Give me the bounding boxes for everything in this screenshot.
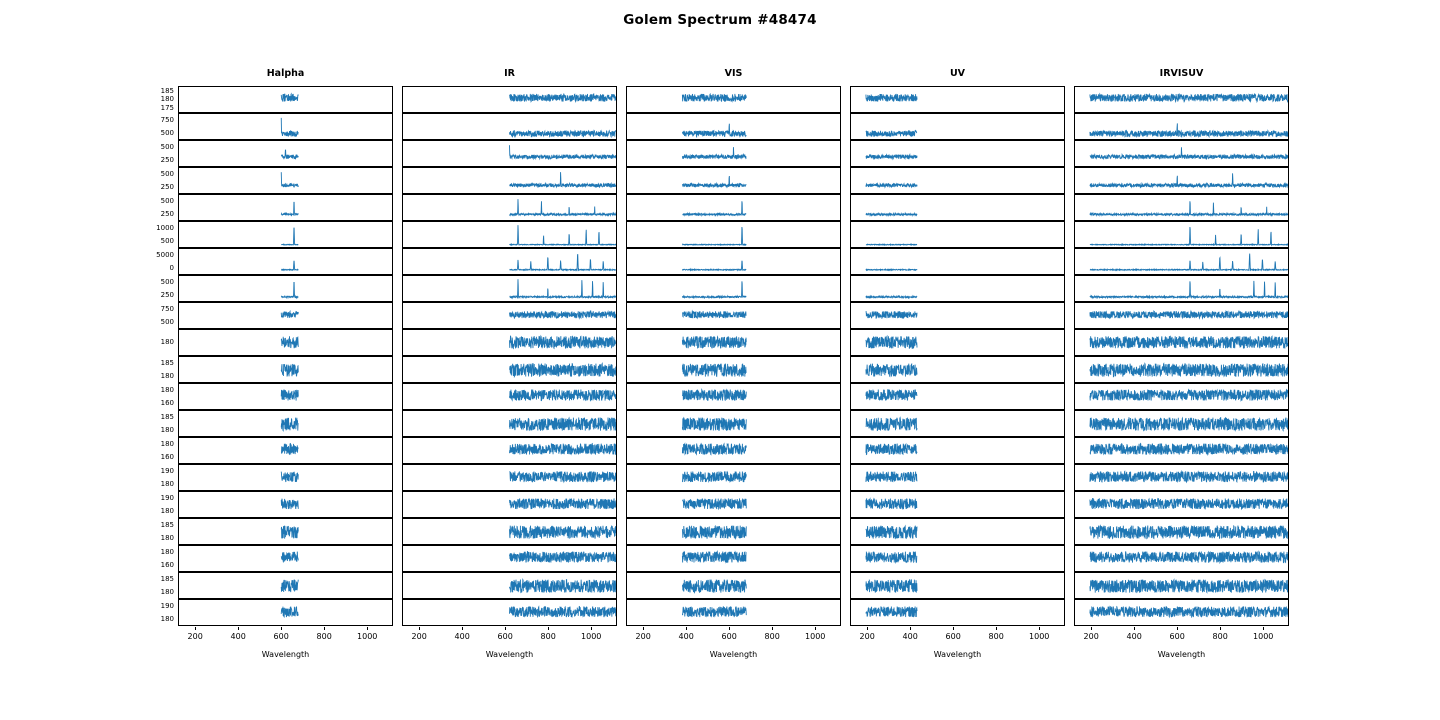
y-tick-label: 500 bbox=[160, 277, 174, 286]
x-axis-tick-labels bbox=[1074, 632, 1289, 644]
subplot-cell bbox=[402, 194, 617, 221]
y-tick-label: 500 bbox=[160, 317, 174, 326]
x-tick-mark bbox=[729, 627, 730, 630]
subplot-cell bbox=[626, 572, 841, 599]
x-tick-label: 800 bbox=[988, 631, 1004, 641]
x-tick-label: 1000 bbox=[581, 631, 602, 641]
subplot-cell bbox=[178, 410, 393, 437]
y-tick-label: 185 bbox=[160, 574, 174, 583]
y-tick-label: 180 bbox=[160, 385, 174, 394]
x-axis-tick-labels bbox=[850, 632, 1065, 644]
x-tick-mark bbox=[367, 627, 368, 630]
subplot-cell bbox=[626, 410, 841, 437]
x-tick-mark bbox=[772, 627, 773, 630]
subplot-cell bbox=[1074, 518, 1289, 545]
x-tick-mark bbox=[419, 627, 420, 630]
subplot-cell bbox=[402, 572, 617, 599]
x-tick-label: 1000 bbox=[357, 631, 378, 641]
y-tick-label: 250 bbox=[160, 182, 174, 191]
subplot-cell bbox=[402, 356, 617, 383]
subplot-cell bbox=[850, 518, 1065, 545]
subplot-cell bbox=[402, 599, 617, 626]
subplot-cell bbox=[1074, 410, 1289, 437]
x-tick-label: 400 bbox=[1126, 631, 1142, 641]
x-axis-tick-labels bbox=[178, 632, 393, 644]
y-tick-label: 160 bbox=[160, 452, 174, 461]
x-tick-label: 600 bbox=[273, 631, 289, 641]
subplot-cell bbox=[1074, 491, 1289, 518]
subplot-cell bbox=[1074, 275, 1289, 302]
subplot-cell bbox=[850, 437, 1065, 464]
y-tick-label: 180 bbox=[160, 547, 174, 556]
x-tick-mark bbox=[505, 627, 506, 630]
subplot-cell bbox=[1074, 356, 1289, 383]
x-tick-mark bbox=[867, 627, 868, 630]
y-tick-label: 1000 bbox=[156, 223, 174, 232]
x-tick-label: 400 bbox=[230, 631, 246, 641]
y-tick-label: 180 bbox=[160, 338, 174, 347]
y-tick-label: 500 bbox=[160, 196, 174, 205]
subplot-cell bbox=[178, 140, 393, 167]
subplot-cell bbox=[178, 167, 393, 194]
subplot-cell bbox=[178, 113, 393, 140]
subplot-cell bbox=[178, 86, 393, 113]
subplot-cell bbox=[1074, 140, 1289, 167]
y-tick-label: 180 bbox=[160, 533, 174, 542]
column-title-vis: VIS bbox=[724, 68, 743, 79]
x-tick-mark bbox=[1263, 627, 1264, 630]
subplot-cell bbox=[402, 167, 617, 194]
y-tick-label: 180 bbox=[160, 479, 174, 488]
x-axis-label: Wavelength bbox=[485, 649, 534, 659]
subplot-cell bbox=[850, 86, 1065, 113]
subplot-cell bbox=[626, 167, 841, 194]
x-tick-mark bbox=[1220, 627, 1221, 630]
x-tick-mark bbox=[1039, 627, 1040, 630]
subplot-cell bbox=[402, 437, 617, 464]
figure-title: Golem Spectrum #48474 bbox=[623, 12, 817, 28]
subplot-cell bbox=[626, 599, 841, 626]
subplot-cell bbox=[402, 113, 617, 140]
subplot-cell bbox=[178, 383, 393, 410]
x-tick-mark bbox=[324, 627, 325, 630]
subplot-cell bbox=[626, 302, 841, 329]
x-tick-label: 1000 bbox=[1253, 631, 1274, 641]
subplot-cell bbox=[402, 545, 617, 572]
x-tick-label: 400 bbox=[902, 631, 918, 641]
subplot-cell bbox=[850, 167, 1065, 194]
subplot-cell bbox=[402, 86, 617, 113]
x-tick-label: 600 bbox=[1169, 631, 1185, 641]
x-tick-mark bbox=[1177, 627, 1178, 630]
x-tick-label: 800 bbox=[540, 631, 556, 641]
x-tick-label: 600 bbox=[721, 631, 737, 641]
subplot-cell bbox=[626, 194, 841, 221]
y-tick-label: 160 bbox=[160, 560, 174, 569]
subplot-cell bbox=[178, 518, 393, 545]
x-tick-mark bbox=[195, 627, 196, 630]
y-tick-label: 500 bbox=[160, 142, 174, 151]
subplot-cell bbox=[850, 248, 1065, 275]
y-tick-label: 250 bbox=[160, 290, 174, 299]
y-tick-label: 175 bbox=[160, 103, 174, 112]
x-tick-mark bbox=[686, 627, 687, 630]
subplot-cell bbox=[850, 599, 1065, 626]
subplot-cell bbox=[850, 302, 1065, 329]
subplot-cell bbox=[626, 437, 841, 464]
y-tick-label: 160 bbox=[160, 398, 174, 407]
subplot-cell bbox=[850, 329, 1065, 356]
column-title-uv: UV bbox=[949, 68, 966, 79]
y-tick-label: 180 bbox=[160, 587, 174, 596]
subplot-cell bbox=[402, 464, 617, 491]
subplot-cell bbox=[626, 248, 841, 275]
y-tick-label: 185 bbox=[160, 86, 174, 95]
subplot-cell bbox=[178, 545, 393, 572]
subplot-cell bbox=[850, 275, 1065, 302]
subplot-cell bbox=[1074, 302, 1289, 329]
y-tick-label: 750 bbox=[160, 304, 174, 313]
subplot-cell bbox=[178, 248, 393, 275]
subplot-cell bbox=[402, 491, 617, 518]
subplot-cell bbox=[1074, 221, 1289, 248]
subplot-cell bbox=[850, 410, 1065, 437]
x-tick-label: 800 bbox=[316, 631, 332, 641]
subplot-cell bbox=[402, 248, 617, 275]
subplot-cell bbox=[178, 572, 393, 599]
x-tick-mark bbox=[953, 627, 954, 630]
subplot-cell bbox=[850, 383, 1065, 410]
x-tick-label: 600 bbox=[497, 631, 513, 641]
y-tick-label: 750 bbox=[160, 115, 174, 124]
subplot-cell bbox=[402, 140, 617, 167]
x-axis-label: Wavelength bbox=[1157, 649, 1206, 659]
subplot-cell bbox=[1074, 329, 1289, 356]
y-tick-label: 185 bbox=[160, 412, 174, 421]
y-tick-label: 180 bbox=[160, 614, 174, 623]
y-tick-label: 185 bbox=[160, 520, 174, 529]
y-tick-label: 250 bbox=[160, 155, 174, 164]
subplot-cell bbox=[1074, 383, 1289, 410]
y-tick-label: 0 bbox=[169, 263, 174, 272]
x-tick-label: 200 bbox=[411, 631, 427, 641]
subplot-cell bbox=[1074, 545, 1289, 572]
subplot-cell bbox=[402, 410, 617, 437]
subplot-cell bbox=[402, 383, 617, 410]
subplot-cell bbox=[402, 302, 617, 329]
subplot-cell bbox=[1074, 599, 1289, 626]
x-axis-label: Wavelength bbox=[261, 649, 310, 659]
x-tick-mark bbox=[238, 627, 239, 630]
x-axis-tick-labels bbox=[402, 632, 617, 644]
y-tick-label: 5000 bbox=[156, 250, 174, 259]
x-tick-mark bbox=[1091, 627, 1092, 630]
subplot-cell bbox=[850, 545, 1065, 572]
subplot-cell bbox=[850, 491, 1065, 518]
x-tick-mark bbox=[996, 627, 997, 630]
subplot-cell bbox=[850, 221, 1065, 248]
y-tick-label: 180 bbox=[160, 371, 174, 380]
subplot-cell bbox=[626, 113, 841, 140]
x-tick-mark bbox=[815, 627, 816, 630]
subplot-cell bbox=[178, 329, 393, 356]
x-tick-label: 200 bbox=[187, 631, 203, 641]
subplot-cell bbox=[178, 302, 393, 329]
subplot-cell bbox=[178, 356, 393, 383]
y-tick-label: 190 bbox=[160, 601, 174, 610]
y-tick-label: 180 bbox=[160, 439, 174, 448]
x-tick-label: 1000 bbox=[1029, 631, 1050, 641]
x-axis-tick-labels bbox=[626, 632, 841, 644]
x-tick-label: 200 bbox=[1083, 631, 1099, 641]
y-tick-label: 190 bbox=[160, 466, 174, 475]
subplot-cell bbox=[1074, 248, 1289, 275]
subplot-cell bbox=[1074, 437, 1289, 464]
y-tick-label: 190 bbox=[160, 493, 174, 502]
x-tick-mark bbox=[548, 627, 549, 630]
y-tick-label: 500 bbox=[160, 169, 174, 178]
subplot-cell bbox=[178, 437, 393, 464]
subplot-cell bbox=[402, 275, 617, 302]
subplot-cell bbox=[850, 194, 1065, 221]
x-axis-label: Wavelength bbox=[709, 649, 758, 659]
subplot-cell bbox=[626, 545, 841, 572]
subplot-cell bbox=[626, 86, 841, 113]
subplot-cell bbox=[850, 356, 1065, 383]
subplot-cell bbox=[402, 221, 617, 248]
x-tick-label: 200 bbox=[859, 631, 875, 641]
subplot-cell bbox=[626, 491, 841, 518]
subplot-cell bbox=[1074, 464, 1289, 491]
x-tick-mark bbox=[910, 627, 911, 630]
x-tick-mark bbox=[462, 627, 463, 630]
subplot-cell bbox=[626, 140, 841, 167]
subplot-cell bbox=[626, 464, 841, 491]
subplot-cell bbox=[178, 275, 393, 302]
subplot-cell bbox=[850, 113, 1065, 140]
y-tick-label: 180 bbox=[160, 95, 174, 104]
y-tick-label: 180 bbox=[160, 425, 174, 434]
x-tick-label: 200 bbox=[635, 631, 651, 641]
x-tick-label: 1000 bbox=[805, 631, 826, 641]
subplot-cell bbox=[1074, 572, 1289, 599]
x-tick-label: 600 bbox=[945, 631, 961, 641]
x-tick-label: 800 bbox=[764, 631, 780, 641]
y-tick-label: 500 bbox=[160, 236, 174, 245]
x-tick-label: 400 bbox=[454, 631, 470, 641]
y-tick-label: 250 bbox=[160, 209, 174, 218]
x-tick-mark bbox=[643, 627, 644, 630]
subplot-cell bbox=[850, 464, 1065, 491]
subplot-cell bbox=[1074, 194, 1289, 221]
x-tick-label: 400 bbox=[678, 631, 694, 641]
subplot-cell bbox=[178, 491, 393, 518]
subplot-cell bbox=[626, 383, 841, 410]
subplot-cell bbox=[1074, 86, 1289, 113]
subplot-cell bbox=[178, 194, 393, 221]
subplot-cell bbox=[626, 275, 841, 302]
column-title-ir: IR bbox=[504, 68, 515, 79]
subplot-cell bbox=[626, 329, 841, 356]
subplot-cell bbox=[850, 572, 1065, 599]
y-tick-label: 500 bbox=[160, 128, 174, 137]
subplot-cell bbox=[402, 518, 617, 545]
subplot-cell bbox=[850, 140, 1065, 167]
x-axis-label: Wavelength bbox=[933, 649, 982, 659]
subplot-cell bbox=[626, 221, 841, 248]
column-title-irvisuv: IRVISUV bbox=[1159, 68, 1204, 79]
x-tick-mark bbox=[281, 627, 282, 630]
y-tick-label: 185 bbox=[160, 358, 174, 367]
x-tick-label: 800 bbox=[1212, 631, 1228, 641]
subplot-cell bbox=[178, 221, 393, 248]
subplot-cell bbox=[178, 464, 393, 491]
subplot-cell bbox=[178, 599, 393, 626]
x-tick-mark bbox=[1134, 627, 1135, 630]
subplot-cell bbox=[626, 518, 841, 545]
y-tick-label: 180 bbox=[160, 506, 174, 515]
subplot-cell bbox=[1074, 167, 1289, 194]
column-title-halpha: Halpha bbox=[266, 68, 305, 79]
subplot-cell bbox=[402, 329, 617, 356]
subplot-cell bbox=[626, 356, 841, 383]
x-tick-mark bbox=[591, 627, 592, 630]
subplot-cell bbox=[1074, 113, 1289, 140]
